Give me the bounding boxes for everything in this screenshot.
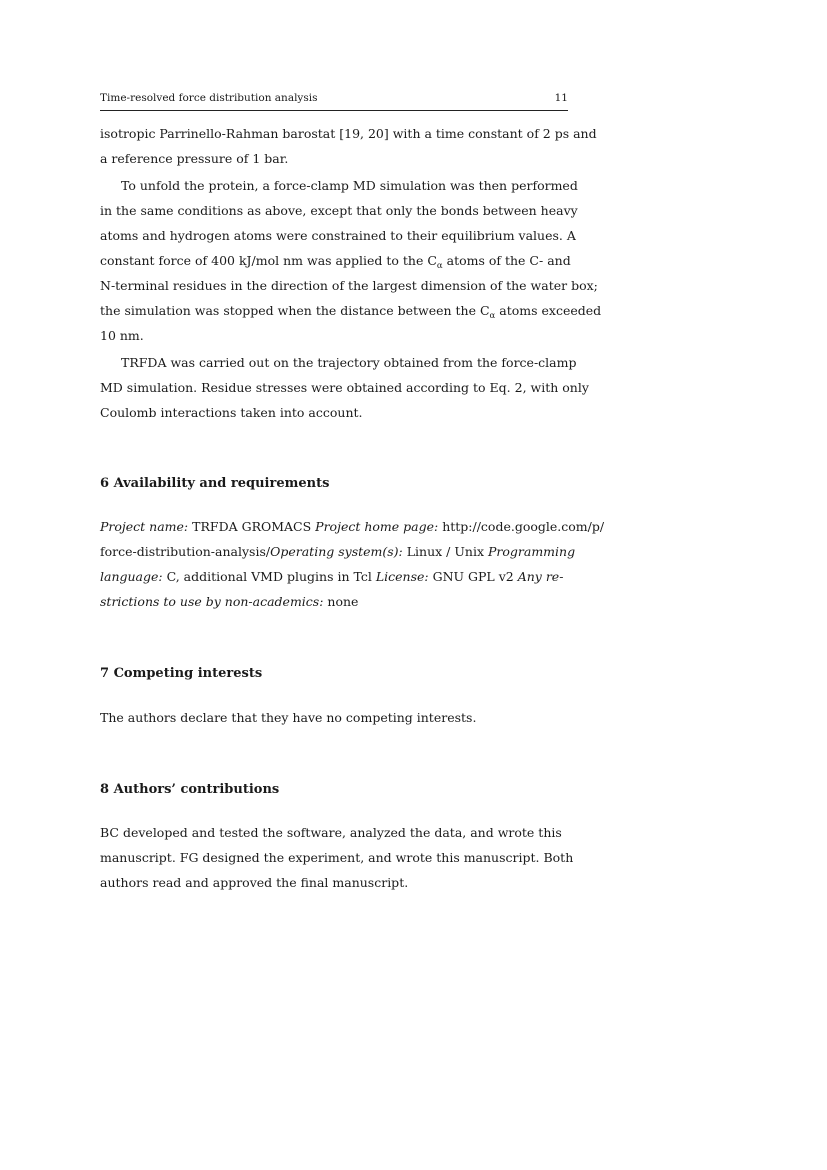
methods-text [100, 121, 602, 425]
text-line: To unfold the protein, a force-clamp MD simulation was then performed [121, 178, 578, 193]
text-line: atoms and hydrogen atoms were constrained to their equilibrium values. A [100, 228, 576, 243]
section-heading-contributions: 8 Authors’ contributions [100, 782, 280, 797]
text-line: a reference pressure of 1 bar. [100, 151, 289, 166]
text-line: N-terminal residues in the direction of the largest dimension of the water box; [100, 278, 598, 293]
text-line: TRFDA was carried out on the trajectory obtained from the force-clamp [121, 355, 577, 370]
home-page-link[interactable]: http://code.google.com/p/ [442, 519, 605, 534]
text-line: 10 nm. [100, 328, 144, 343]
text-line: in the same conditions as above, except that only the bonds between heavy [100, 203, 578, 218]
section-heading-competing-interests: 7 Competing interests [100, 666, 263, 681]
availability-text: Project name: TRFDA GROMACS Project home page: http://code.google.com/p/ force-distribution-analysis/Operating system(s): Linux / Unix Programming language: C, additional VMD plugins in Tcl License: GNU GPL v2 Any re- strictions to use by non-academics: none [100, 519, 605, 609]
text-line: Coulomb interactions taken into account. [100, 405, 363, 420]
running-title: Time-resolved force distribution analysis [100, 92, 318, 104]
competing-interests-text: The authors declare that they have no competing interests. [100, 710, 477, 725]
contributions-text [100, 820, 574, 895]
text-line: constant force of 400 kJ/mol nm was applied to the $C_\alpha$ atoms of the C- and [100, 253, 571, 271]
text-line: MD simulation. Residue stresses were obtained according to Eq. 2, with only [100, 380, 589, 395]
text-line: authors read and approved the final manuscript. [100, 875, 409, 890]
text-line: the simulation was stopped when the distance between the $C_\alpha$ atoms exceeded [100, 303, 602, 321]
text-line: isotropic Parrinello-Rahman barostat [19, 20] with a time constant of 2 ps and [100, 126, 597, 141]
text-line: BC developed and tested the software, analyzed the data, and wrote this [100, 825, 562, 840]
section-heading-availability: 6 Availability and requirements [100, 476, 330, 491]
page-number: 11 [554, 92, 568, 104]
running-header [100, 91, 568, 111]
text-line: manuscript. FG designed the experiment, and wrote this manuscript. Both [100, 850, 574, 865]
